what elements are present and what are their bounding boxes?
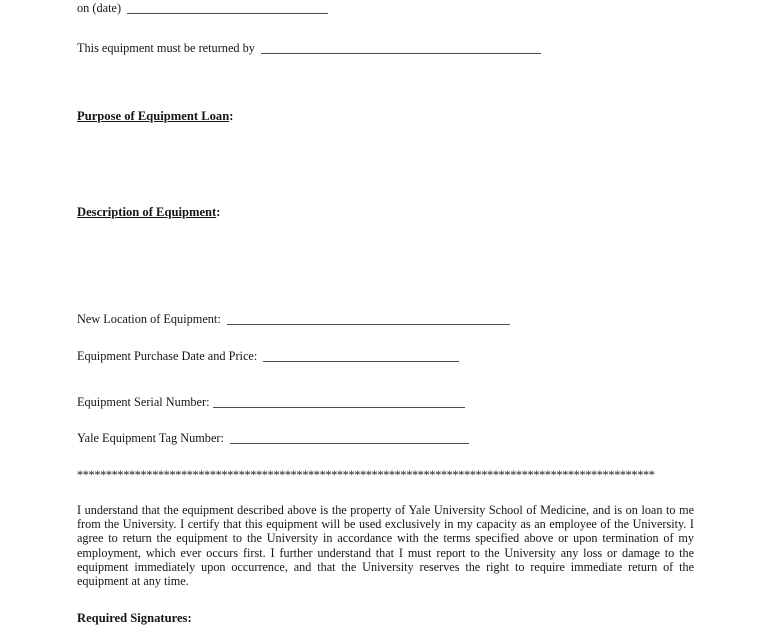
loan-date-label: on (date): [77, 1, 122, 15]
purchase-date-price-field: [77, 349, 459, 363]
description-heading-colon: :: [216, 205, 221, 219]
return-by-label: This equipment must be returned by: [77, 41, 255, 55]
new-location-blank[interactable]: [227, 322, 510, 325]
purpose-heading-colon: :: [229, 109, 234, 123]
serial-number-field: [77, 395, 465, 409]
purpose-heading-text: Purpose of Equipment Loan: [77, 109, 230, 123]
serial-number-label: Equipment Serial Number:: [77, 395, 210, 409]
serial-number-blank[interactable]: [213, 405, 465, 408]
description-heading: [77, 205, 220, 219]
new-location-label: New Location of Equipment:: [77, 312, 221, 326]
required-signatures-heading: Required Signatures:: [77, 611, 192, 625]
purchase-date-price-blank[interactable]: [263, 359, 459, 362]
description-heading-text: Description of Equipment: [77, 205, 217, 219]
new-location-field: [77, 312, 510, 326]
tag-number-blank[interactable]: [230, 441, 469, 444]
return-by-blank[interactable]: [261, 51, 541, 54]
purchase-date-price-label: Equipment Purchase Date and Price:: [77, 349, 258, 363]
tag-number-field: [77, 431, 469, 445]
purpose-heading: [77, 109, 233, 123]
tag-number-label: Yale Equipment Tag Number:: [77, 431, 224, 445]
asterisk-divider: ****************************************************************************************************: [77, 468, 655, 482]
agreement-paragraph: I understand that the equipment described above is the property of Yale University School of Medicine, and is on loan to me from the University. I certify that this equipment will be used exclusively in my capacity as an employee of the University. I agree to return the equipment to the University in accordance with the terms specified above or upon termination of my employment, which ever occurs first. I further understand that I must report to the University any loss or damage to the equipment immediately upon occurrence, and that the University reserves the right to require immediate return of the equipment at any time.: [77, 503, 694, 589]
loan-date-blank[interactable]: [127, 11, 328, 14]
loan-date-line: [77, 1, 328, 15]
return-by-line: [77, 41, 541, 55]
